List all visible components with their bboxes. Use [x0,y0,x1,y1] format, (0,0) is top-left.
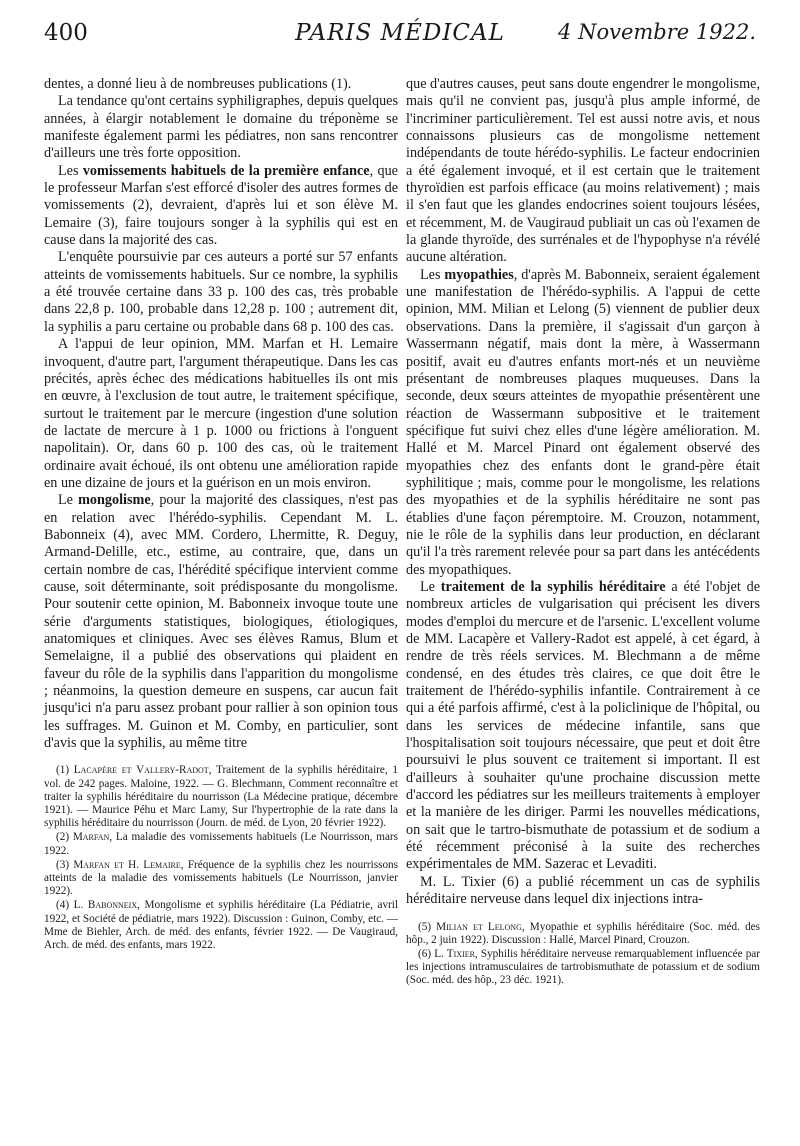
paragraph: L'enquête poursuivie par ces auteurs a porté sur 57 enfants atteints de vomissements habituels. Sur ce nombre, la syphilis a été trouvée certaine dans 33 p. 100 des cas, très probable dans 22,8 p. 100, probable dans 12,28 p. 100 ; autrement dit, la syphilis a paru certaine ou probable dans 68 p. 100 des cas. [44,249,398,335]
footnotes [44,764,398,952]
footnote: (5) Milian et Lelong, Myopathie et syphilis héréditaire (Soc. méd. des hôp., 2 juin 1922). Discussion : Hallé, Marcel Pinard, Crouzon. [406,920,760,946]
page-header [44,20,756,60]
bold-heading: traitement de la syphilis héréditaire [440,578,666,595]
paragraph: Les vomissements habituels de la première enfance, que le professeur Marfan s'est efforcé d'isoler des autres formes de vomissements (2), devraient, d'après lui et son élève M. Lemaire (3), faire toujours songer à la syphilis qui est en cause dans la majorité des cas. [44,162,398,249]
footnote: (6) L. Tixier, Syphilis héréditaire nerveuse remarquablement influencée par les injections intramusculaires de tartrobismuthate de potassium et de sodium (Soc. méd. des hôp., 23 déc. 1921). [406,947,760,987]
paragraph: Les myopathies, d'après M. Babonneix, seraient également une manifestation de l'hérédo-syphilis. A l'appui de cette opinion, MM. Milian et Lelong (5) viennent de publier deux observations. Dans la première, il s'agissait d'un garçon à Wassermann négatif, mais dont la mère, à Wassermann positif, avait eu d'autres enfants mort-nés et un neuvième présentant de nombreuses plaques muqueuses. Dans la seconde, deux sœurs atteintes de myopathie présentèrent une réaction de Wassermann subpositive et le traitement spécifique fut suivi chez elles d'une légère amélioration. M. Hallé et M. Marcel Pinard ont également observé des myopathies chez des enfants dont le grand-père était syphilitique ; mais, comme pour le mongolisme, les relations des myopathies et de la syphilis héréditaire ne sont pas établies d'une façon péremptoire. M. Crouzon, notamment, nie le rôle de la syphilis dans leur production, en déclarant qu'il l'a très rarement relevée pour sa part dans les antécédents des myopathiques. [406,266,760,578]
journal-title: PARIS MÉDICAL [295,20,505,46]
left-column [44,76,398,953]
bold-heading: vomissements habituels de la première enfance [82,162,370,179]
footnote: (2) Marfan, La maladie des vomissements habituels (Le Nourrisson, mars 1922. [44,831,398,857]
footnote: (1) Lacapère et Vallery-Radot, Traitement de la syphilis héréditaire, 1 vol. de 242 pages. Maloine, 1922. — G. Blechmann, Comment reconnaître et traiter la syphilis héréditaire du nourrisson (La Médecine pratique, décembre 1921). — Maurice Péhu et Marc Lamy, Sur l'hypertrophie de la rate dans la syphilis héréditaire du nourrisson (Journ. de méd. de Lyon, 20 février 1922). [44,764,398,830]
page-number: 400 [44,20,88,46]
paragraph: que d'autres causes, peut sans doute engendrer le mongolisme, mais qu'il ne convient pas, jusqu'à plus ample informé, de l'incriminer particulièrement. Tel est aussi notre avis, et nous connaissons plusieurs cas de mongolisme nettement indépendants de toute hérédo-syphilis. Le facteur endocrinien a été également invoqué, et il est certain que le traitement thyroïdien est parfois efficace (au moins relativement) ; mais il s'en faut que les glandes endocrines soient toujours lésées, et récemment, M. de Vaugiraud publiait un cas où l'examen de la glande thyroïde, des surrénales et de l'hypophyse n'a révélé aucune altération. [406,76,760,266]
paragraph: Le traitement de la syphilis héréditaire a été l'objet de nombreux articles de vulgarisation qui précisent les divers modes d'emploi du mercure et de l'arsenic. L'excellent volume de MM. Lacapère et Vallery-Radot est appelé, à cet égard, à rendre de très réels services. M. Blechmann a de même condensé, en des études très claires, ce que doit être le traitement de l'hérédo-syphilis infantile. Contrairement à ce qui a été parfois affirmé, c'est à la policlinique de l'hôpital, ou dans les services de médecine infantile, sans que l'hospitalisation soit toujours nécessaire, que peut et doit être poursuivi le plus souvent ce traitement si important. Il est d'ailleurs à souhaiter qu'une prochaine discussion mette d'accord les pédiatres sur les meilleurs traitements à employer et la manière de les diriger. Parmi les nouvelles médications, on sait que le tartro-bismuthate de potassium et de sodium a été récemment préconisé à la suite des recherches expérimentales de MM. Sazerac et Levaditi. [406,578,760,873]
right-column [406,76,760,989]
paragraph: Le mongolisme, pour la majorité des classiques, n'est pas en relation avec l'hérédo-syphilis. Cependant M. L. Babonneix (4), avec MM. Cordero, Lhermitte, R. Deguy, Armand-Delille, etc., estime, au contraire, que, dans un certain nombre de cas, l'hérédité spécifique intervient comme cause, soit déterminante, soit prédisposante du mongolisme. Pour soutenir cette opinion, M. Babonneix invoque toute une série d'arguments statistiques, biologiques, étiologiques, anatomiques et cliniques. Avec ses élèves Ramus, Blum et Semelaigne, il a publié des observations qui plaident en faveur du rôle de la syphilis dans l'apparition du mongolisme ; néanmoins, la question demeure en suspens, car aucun fait jusqu'ici n'a paru assez probant pour rallier à son opinion tous les suffrages. M. Guinon et M. Comby, en particulier, sont d'avis que la syphilis, au même titre [44,492,398,752]
paragraph: M. L. Tixier (6) a publié récemment un cas de syphilis héréditaire nerveuse dans lequel dix injections intra- [406,873,760,908]
bold-heading: myopathies [444,266,514,283]
bold-heading: mongolisme [78,492,151,509]
paragraph: dentes, a donné lieu à de nombreuses publications (1). [44,76,352,92]
paragraph: A l'appui de leur opinion, MM. Marfan et H. Lemaire invoquent, d'autre part, l'argument thérapeutique. Dans les cas précités, après échec des médications habituelles ils ont mis en œuvre, à l'exclusion de tout autre, le traitement spécifique, surtout le traitement par le mercure (ingestion d'une solution de lactate de mercure à 1 p. 1000 ou frictions à l'onguent napolitain). Or, dans 60 p. 100 des cas, où le traitement ordinaire avait échoué, ils ont obtenu une amélioration rapide en une dizaine de jours et la guérison en un mois environ. [44,336,398,491]
issue-date: 4 Novembre 1922. [558,20,756,44]
footnote: (4) L. Babonneix, Mongolisme et syphilis héréditaire (La Pédiatrie, avril 1922, et Société de pédiatrie, mars 1922). Discussion : Guinon, Comby, etc. — Mme de Biehler, Arch. de méd. des enfants, février 1922. — De Vaugiraud, Arch. de méd. des enfants, mars 1922. [44,899,398,952]
footnotes [406,921,760,988]
footnote: (3) Marfan et H. Lemaire, Fréquence de la syphilis chez les nourrissons atteints de la maladie des vomissements habituels (Le Nourrisson, janvier 1922). [44,858,399,898]
paragraph: La tendance qu'ont certains syphiligraphes, depuis quelques années, à élargir notablement le domaine du tréponème se manifeste également parmi les pédiatres, non sans rencontrer d'ailleurs une très forte opposition. [44,93,398,162]
